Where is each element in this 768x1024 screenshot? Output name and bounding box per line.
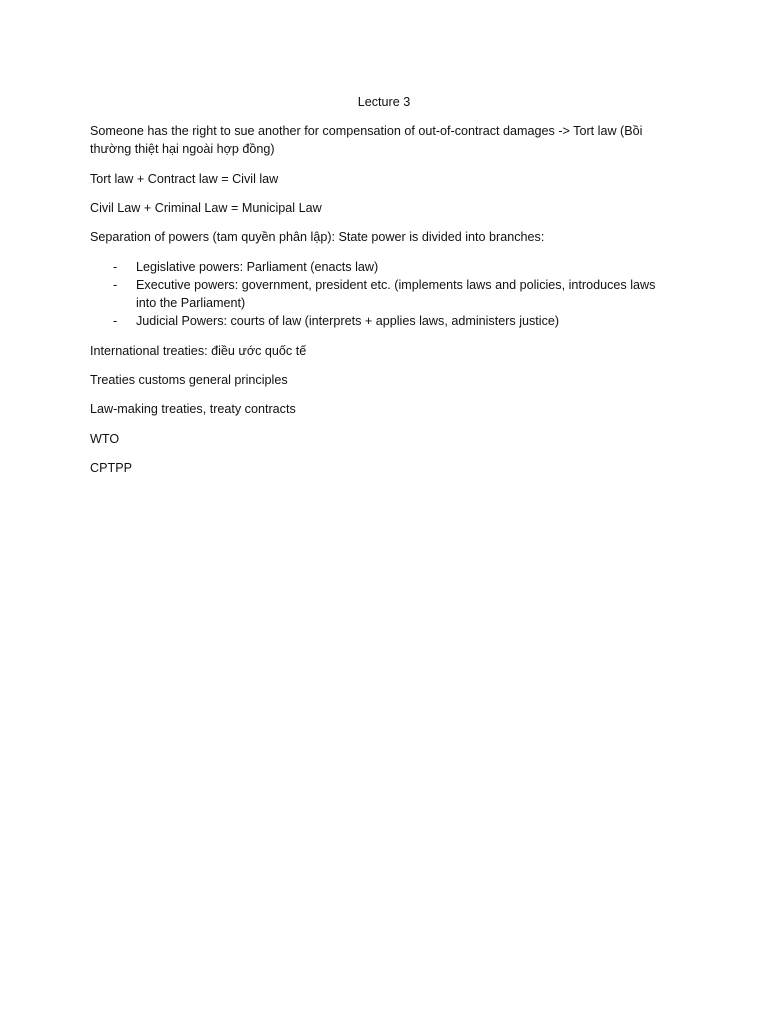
paragraph-wto: WTO xyxy=(90,432,120,446)
list-item-executive xyxy=(90,276,670,312)
paragraph-civil-law-equation: Tort law + Contract law = Civil law xyxy=(90,172,279,186)
list-item-legislative xyxy=(90,258,670,276)
paragraph-treaties-sources: Treaties customs general principles xyxy=(90,373,288,387)
paragraph-cptpp: CPTPP xyxy=(90,461,132,475)
bullet-dash: - xyxy=(113,314,118,328)
paragraph-municipal-law-equation: Civil Law + Criminal Law = Municipal Law xyxy=(90,201,322,215)
branches-list xyxy=(90,258,670,330)
paragraph-separation-of-powers: Separation of powers (tam quyền phân lập): State power is divided into branches: xyxy=(90,230,545,244)
paragraph-treaty-types: Law-making treaties, treaty contracts xyxy=(90,402,296,416)
list-item-text: Executive powers: government, president etc. (implements laws and policies, introduces laws into the Parliament) xyxy=(136,278,656,310)
list-item-text: Legislative powers: Parliament (enacts law) xyxy=(136,260,379,274)
document-title: Lecture 3 xyxy=(357,95,411,109)
bullet-dash: - xyxy=(113,260,118,274)
bullet-dash: - xyxy=(113,278,118,292)
paragraph-tort-law-definition: Someone has the right to sue another for compensation of out-of-contract damages -> Tort law (Bồi thường thiệt hại ngoài hợp đồng) xyxy=(90,124,643,156)
list-item-text: Judicial Powers: courts of law (interprets + applies laws, administers justice) xyxy=(136,314,560,328)
list-item-judicial xyxy=(90,312,670,330)
paragraph-international-treaties: International treaties: điều ước quốc tế xyxy=(90,344,307,358)
